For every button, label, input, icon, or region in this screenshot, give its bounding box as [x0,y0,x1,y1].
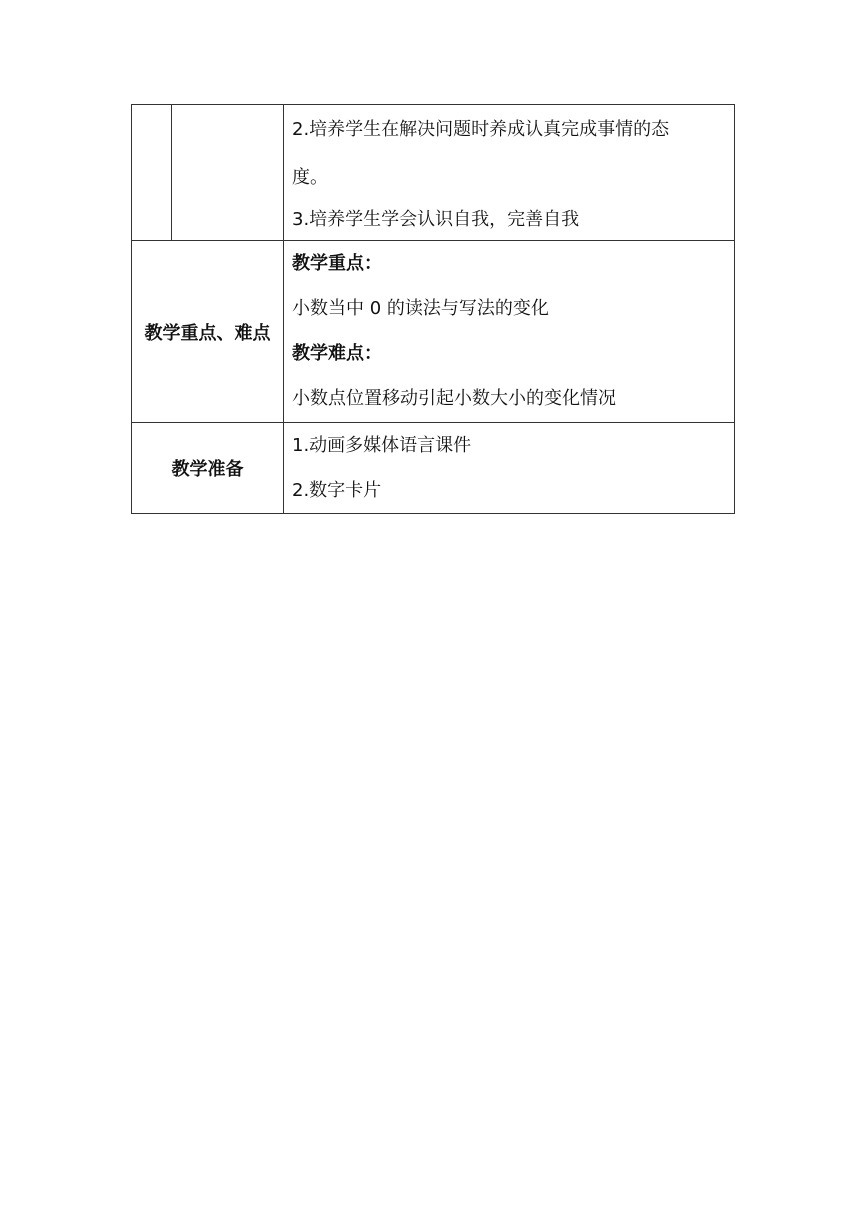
objectives-label-cell-inner [172,105,284,241]
key-points-text: 小数当中 0 的读法与写法的变化 [292,298,549,319]
preparation-item: 2.数字卡片 [292,480,382,501]
objectives-label-cell-outer [132,105,172,241]
difficulty-heading: 教学难点： [292,343,382,364]
preparation-content-cell [284,423,735,514]
lesson-plan-table [131,104,735,514]
key-points-label: 教学重点、难点 [132,241,284,423]
key-points-row [132,241,735,423]
objective-line: 3.培养学生学会认识自我，完善自我 [292,209,580,230]
key-points-heading: 教学重点： [292,253,382,274]
key-points-content-cell [284,241,735,423]
preparation-item: 1.动画多媒体语言课件 [292,435,472,456]
preparation-row [132,423,735,514]
objective-line: 度。 [292,167,328,188]
objectives-row [132,105,735,241]
preparation-label: 教学准备 [132,423,284,514]
objective-line: 2.培养学生在解决问题时养成认真完成事情的态 [292,119,670,140]
objectives-content-cell [284,105,735,241]
difficulty-text: 小数点位置移动引起小数大小的变化情况 [292,388,616,409]
